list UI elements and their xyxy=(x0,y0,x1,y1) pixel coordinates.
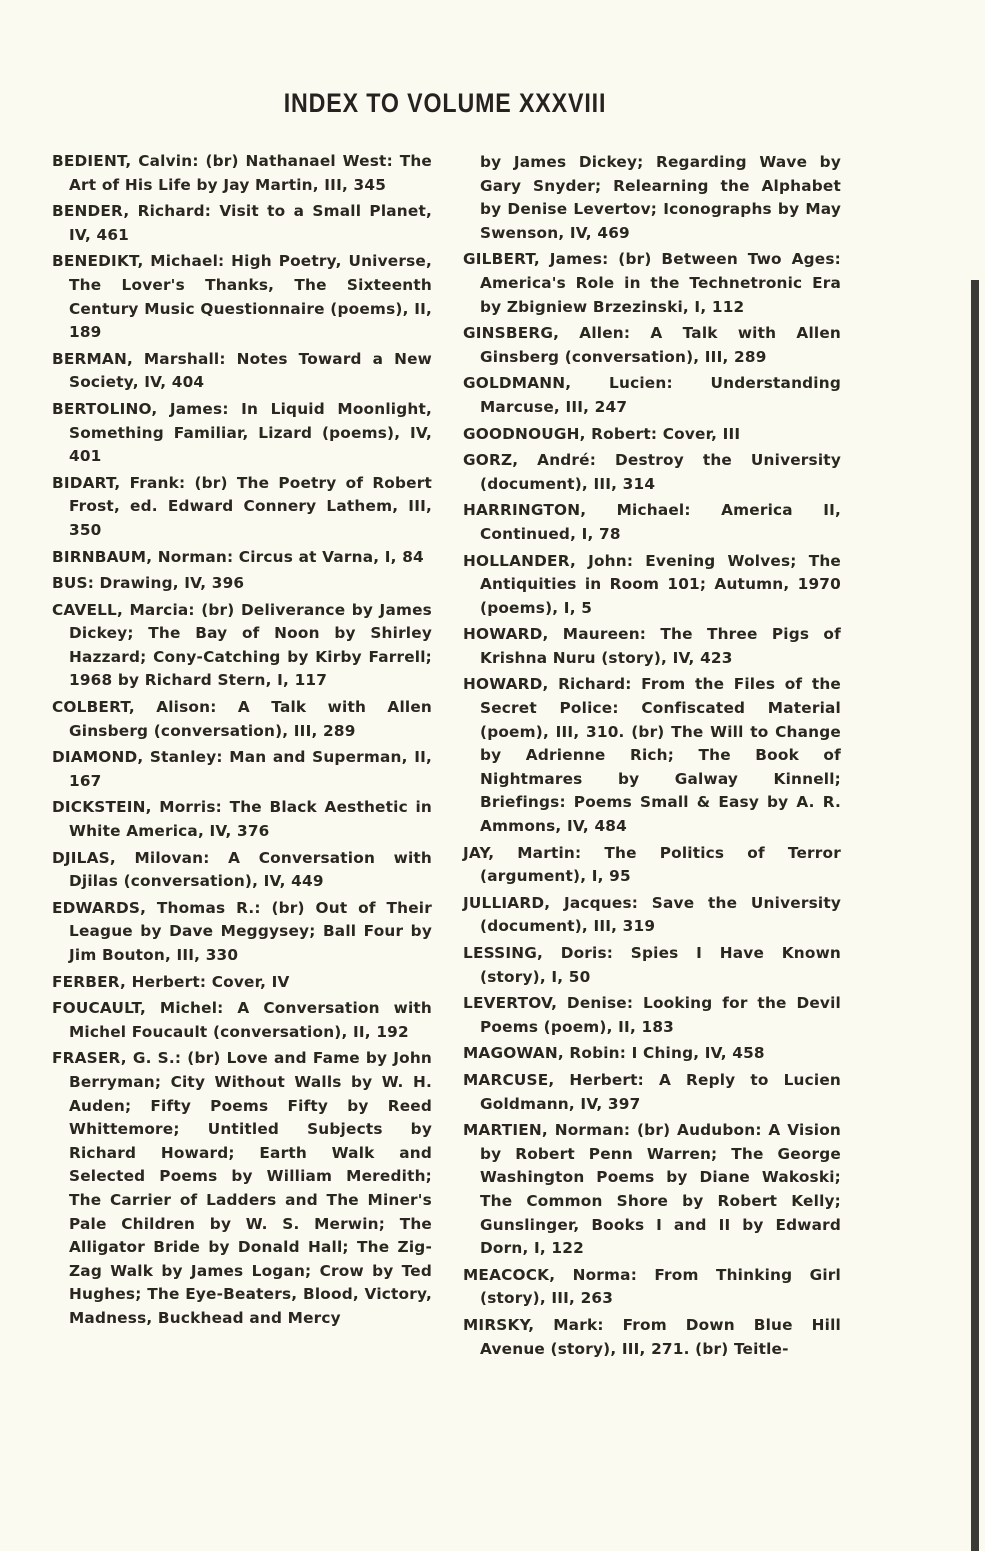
index-entry: DICKSTEIN, Morris: The Black Aesthetic in White America, IV, 376 xyxy=(52,798,432,841)
index-entry: BUS: Drawing, IV, 396 xyxy=(52,574,245,593)
index-entry: HARRINGTON, Michael: America II, Continued, I, 78 xyxy=(463,501,841,543)
index-entry: GOODNOUGH, Robert: Cover, III xyxy=(463,424,741,443)
index-entry: BENEDIKT, Michael: High Poetry, Universe, The Lover's Thanks, The Sixteenth Century Music Questionnaire (poems), II, 189 xyxy=(52,252,432,342)
index-entry: MARTIEN, Norman: (br) Audubon: A Vision by Robert Penn Warren; The George Washington Poems by Diane Wakoski; The Common Shore by Robert Kelly; Gunslinger, Books I and II by Edward Dorn, I, 122 xyxy=(463,1121,841,1258)
index-entry: EDWARDS, Thomas R.: (br) Out of Their League by Dave Meggysey; Ball Four by Jim Bouton, III, 330 xyxy=(52,898,432,964)
index-entry: DJILAS, Milovan: A Conversation with Djilas (conversation), IV, 449 xyxy=(52,848,432,891)
index-column-right xyxy=(463,151,841,1364)
index-entry: COLBERT, Alison: A Talk with Allen Ginsberg (conversation), III, 289 xyxy=(52,698,432,740)
index-entry: DIAMOND, Stanley: Man and Superman, II, 167 xyxy=(52,748,432,790)
index-entry: BENDER, Richard: Visit to a Small Planet, IV, 461 xyxy=(52,202,432,244)
page-edge-shadow xyxy=(971,280,979,1551)
index-entry: JAY, Martin: The Politics of Terror (argument), I, 95 xyxy=(463,843,841,886)
page-title: INDEX TO VOLUME XXXVIII xyxy=(283,88,607,118)
index-entry: HOLLANDER, John: Evening Wolves; The Antiquities in Room 101; Autumn, 1970 (poems), I, 5 xyxy=(463,551,841,617)
index-entry-continued: by James Dickey; Regarding Wave by Gary Snyder; Relearning the Alphabet by Denise Levertov; Iconographs by May Swenson, IV, 469 xyxy=(480,153,841,242)
index-entry: BIRNBAUM, Norman: Circus at Varna, I, 84 xyxy=(52,547,424,566)
index-entry: MIRSKY, Mark: From Down Blue Hill Avenue (story), III, 271. (br) Teitle- xyxy=(463,1315,841,1358)
index-entry: BEDIENT, Calvin: (br) Nathanael West: The Art of His Life by Jay Martin, III, 345 xyxy=(52,152,432,194)
index-entry: BIDART, Frank: (br) The Poetry of Robert Frost, ed. Edward Connery Lathem, III, 350 xyxy=(52,473,432,539)
index-entry: FRASER, G. S.: (br) Love and Fame by John Berryman; City Without Walls by W. H. Auden; Fifty Poems Fifty by Reed Whittemore; Untitled Subjects by Richard Howard; Earth Walk and Selected Poems by William Meredith; The Carrier of Ladders and The Miner's Pale Children by W. S. Merwin; The Alligator Bride by Donald Hall; The Zig-Zag Walk by James Logan; Crow by Ted Hughes; The Eye-Beaters, Blood, Victory, Madness, Buckhead and Mercy xyxy=(52,1049,432,1327)
index-entry: GOLDMANN, Lucien: Understanding Marcuse, III, 247 xyxy=(463,374,841,416)
index-entry: FOUCAULT, Michel: A Conversation with Michel Foucault (conversation), II, 192 xyxy=(52,999,432,1041)
index-entry: GILBERT, James: (br) Between Two Ages: America's Role in the Technetronic Era by Zbigniew Brzezinski, I, 112 xyxy=(463,250,841,316)
index-column-left xyxy=(52,150,432,1334)
index-entry: JULLIARD, Jacques: Save the University (document), III, 319 xyxy=(463,893,841,936)
index-entry: BERMAN, Marshall: Notes Toward a New Society, IV, 404 xyxy=(52,349,432,392)
index-entry: FERBER, Herbert: Cover, IV xyxy=(52,972,290,991)
index-entry: GORZ, André: Destroy the University (document), III, 314 xyxy=(463,451,841,493)
index-entry: BERTOLINO, James: In Liquid Moonlight, Something Familiar, Lizard (poems), IV, 401 xyxy=(52,399,432,466)
index-entry: MEACOCK, Norma: From Thinking Girl (story), III, 263 xyxy=(463,1265,841,1308)
index-entry: LEVERTOV, Denise: Looking for the Devil Poems (poem), II, 183 xyxy=(463,994,841,1036)
index-entry: MARCUSE, Herbert: A Reply to Lucien Goldmann, IV, 397 xyxy=(463,1070,841,1113)
index-entry: MAGOWAN, Robin: I Ching, IV, 458 xyxy=(463,1044,765,1063)
index-entry: CAVELL, Marcia: (br) Deliverance by James Dickey; The Bay of Noon by Shirley Hazzard; Cony-Catching by Kirby Farrell; 1968 by Richard Stern, I, 117 xyxy=(52,600,432,690)
index-entry: LESSING, Doris: Spies I Have Known (story), I, 50 xyxy=(463,944,841,986)
index-entry: GINSBERG, Allen: A Talk with Allen Ginsberg (conversation), III, 289 xyxy=(463,324,841,366)
index-entry: HOWARD, Richard: From the Files of the Secret Police: Confiscated Material (poem), III, 310. (br) The Will to Change by Adrienne Rich; The Book of Nightmares by Galway Kinnell; Briefings: Poems Small & Easy by A. R. Ammons, IV, 484 xyxy=(463,675,841,836)
index-entry: HOWARD, Maureen: The Three Pigs of Krishna Nuru (story), IV, 423 xyxy=(463,625,841,667)
